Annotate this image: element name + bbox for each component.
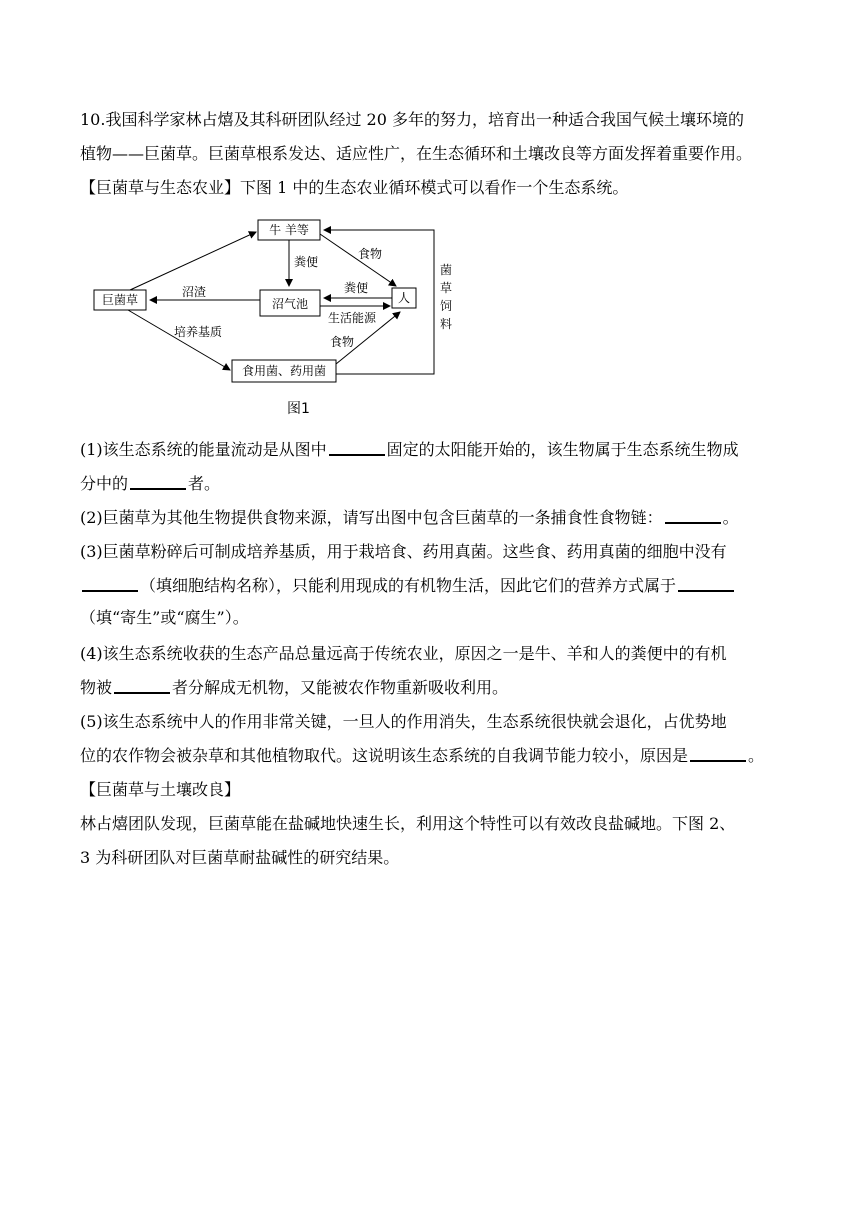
section-2-line-1: 林占熺团队发现，巨菌草能在盐碱地快速生长，利用这个特性可以有效改良盐碱地。下图 2、 — [80, 814, 736, 833]
question-intro-line-1: 10.我国科学家林占熺及其科研团队经过 20 多年的努力，培育出一种适合我国气候土壤环境的 — [80, 110, 744, 129]
q5-text-b: 位的农作物会被杂草和其他植物取代。这说明该生态系统的自我调节能力较小，原因是 — [80, 746, 689, 765]
q3-answer-blank-2[interactable] — [678, 576, 734, 592]
subquestion-5-line-1: (5)该生态系统中人的作用非常关键，一旦人的作用消失，生态系统很快就会退化，占优势地 — [80, 712, 727, 731]
svg-text:牛 羊等: 牛 羊等 — [269, 223, 309, 237]
subquestion-3-line-3: （填“寄生”或“腐生”）。 — [80, 608, 249, 627]
q5-text-c: 。 — [748, 746, 765, 765]
label-food-top: 食物 — [358, 247, 383, 261]
svg-text:人: 人 — [397, 291, 411, 305]
node-human — [392, 288, 416, 308]
label-culture-substrate: 培养基质 — [174, 325, 223, 339]
subquestion-4-line-2 — [80, 678, 508, 698]
section-title-soil-improvement: 【巨菌草与土壤改良】 — [80, 780, 241, 799]
svg-text:食用菌、药用菌: 食用菌、药用菌 — [241, 364, 327, 378]
label-dung-down: 粪便 — [294, 255, 319, 269]
question-intro-line-2: 植物——巨菌草。巨菌草根系发达、适应性广，在生态循环和土壤改良等方面发挥着重要作用。 — [80, 144, 753, 163]
svg-text:巨菌草: 巨菌草 — [101, 293, 139, 307]
q4-text-b: 物被 — [80, 678, 113, 697]
subquestion-3-line-1: (3)巨菌草粉碎后可制成培养基质，用于栽培食、药用真菌。这些食、药用真菌的细胞中没有 — [80, 542, 727, 561]
section-2-line-2: 3 为科研团队对巨菌草耐盐碱性的研究结果。 — [80, 848, 400, 867]
q1-answer-blank-2[interactable] — [130, 474, 186, 490]
q3-answer-blank-1[interactable] — [82, 576, 138, 592]
q1-text-c: 分中的 — [80, 474, 129, 493]
label-food-bottom: 食物 — [330, 335, 355, 349]
subquestion-1-line-2 — [80, 474, 220, 494]
svg-text:沼气池: 沼气池 — [271, 297, 309, 311]
q1-text-d: 者。 — [188, 474, 221, 493]
subquestion-4-line-1: (4)该生态系统收获的生态产品总量远高于传统农业，原因之一是牛、羊和人的粪便中的有机 — [80, 644, 727, 663]
ecosystem-diagram — [90, 212, 453, 422]
q1-text-b: 固定的太阳能开始的，该生物属于生态系统生物成 — [386, 440, 739, 459]
label-feed-char-3: 饲 — [440, 299, 453, 313]
subquestion-5-line-2 — [80, 746, 764, 766]
label-feed-char-2: 草 — [440, 281, 453, 295]
arrow-grass-to-cattle — [130, 232, 256, 290]
q2-answer-blank[interactable] — [665, 508, 721, 524]
figure-caption: 图1 — [287, 401, 310, 417]
q3-text-b: （填细胞结构名称），只能利用现成的有机物生活，因此它们的营养方式属于 — [140, 576, 677, 595]
label-feed-char-4: 料 — [440, 317, 453, 331]
node-fungi — [232, 360, 336, 382]
node-giant-grass — [94, 290, 146, 310]
node-biogas-pit — [260, 290, 320, 316]
arrow-grass-to-fungi — [128, 310, 230, 370]
label-residue: 沼渣 — [182, 285, 207, 299]
section-title-eco-agriculture: 【巨菌草与生态农业】下图 1 中的生态农业循环模式可以看作一个生态系统。 — [80, 178, 629, 197]
q4-text-c: 者分解成无机物，又能被农作物重新吸收利用。 — [172, 678, 509, 697]
label-dung-human: 粪便 — [344, 281, 369, 295]
q5-answer-blank[interactable] — [690, 746, 746, 762]
node-cattle — [258, 220, 320, 240]
subquestion-3-line-2 — [80, 576, 736, 596]
q2-text-a: (2)巨菌草为其他生物提供食物来源，请写出图中包含巨菌草的一条捕食性食物链： — [80, 508, 663, 527]
subquestion-1-line-1 — [80, 440, 739, 460]
q1-text-a: (1)该生态系统的能量流动是从图中 — [80, 440, 327, 459]
subquestion-2 — [80, 508, 739, 528]
label-feed-char-1: 菌 — [440, 263, 453, 277]
q1-answer-blank-1[interactable] — [329, 440, 385, 456]
q4-answer-blank[interactable] — [114, 678, 170, 694]
q2-text-b: 。 — [722, 508, 739, 527]
label-living-energy: 生活能源 — [328, 311, 377, 325]
